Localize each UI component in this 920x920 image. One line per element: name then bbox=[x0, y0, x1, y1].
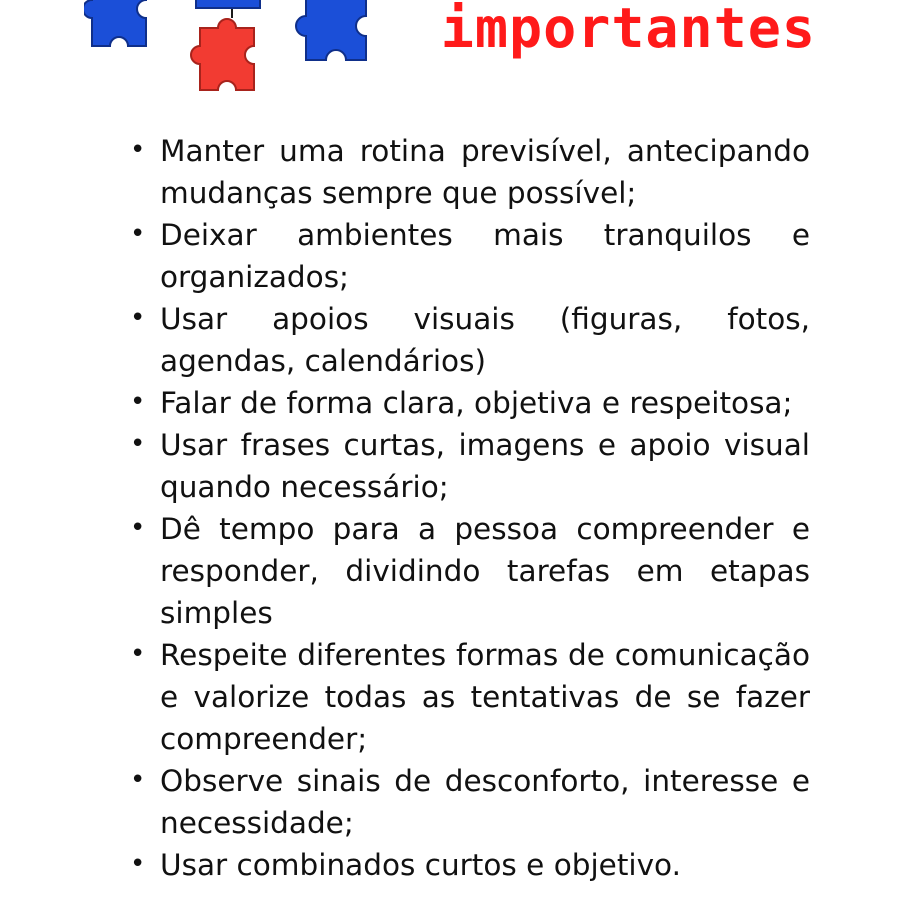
puzzle-piece-blue-left bbox=[84, 0, 154, 66]
list-item bbox=[118, 508, 810, 634]
document-header bbox=[0, 0, 920, 118]
tips-list bbox=[0, 130, 920, 886]
list-item-text: • Usar frases curtas, imagens e apoio visual quando necessário; bbox=[160, 428, 810, 504]
list-item bbox=[118, 382, 810, 424]
puzzle-piece-red bbox=[188, 12, 272, 102]
puzzle-piece-blue-right bbox=[292, 0, 384, 76]
list-item bbox=[118, 424, 810, 508]
list-item-text: • Usar apoios visuais (figuras, fotos, agendas, calendários) bbox=[160, 302, 810, 378]
list-item bbox=[118, 760, 810, 844]
list-item-text: • Respeite diferentes formas de comunicação e valorize todas as tentativas de se fazer compreender; bbox=[160, 638, 810, 756]
list-item-text: • Manter uma rotina previsível, antecipando mudanças sempre que possível; bbox=[160, 134, 810, 210]
list-item-text: • Dê tempo para a pessoa compreender e responder, dividindo tarefas em etapas simples bbox=[160, 512, 810, 630]
list-item bbox=[118, 298, 810, 382]
list-item bbox=[118, 214, 810, 298]
list-item bbox=[118, 130, 810, 214]
list-item-text: • Observe sinais de desconforto, interesse e necessidade; bbox=[160, 764, 810, 840]
page-title: importantes bbox=[440, 0, 816, 60]
list-item bbox=[118, 844, 810, 886]
list-item bbox=[118, 634, 810, 760]
list-item-text: • Deixar ambientes mais tranquilos e organizados; bbox=[160, 218, 810, 294]
tips-content bbox=[0, 130, 920, 886]
list-item-text: • Usar combinados curtos e objetivo. bbox=[160, 848, 681, 882]
list-item-text: • Falar de forma clara, objetiva e respeitosa; bbox=[160, 386, 793, 420]
